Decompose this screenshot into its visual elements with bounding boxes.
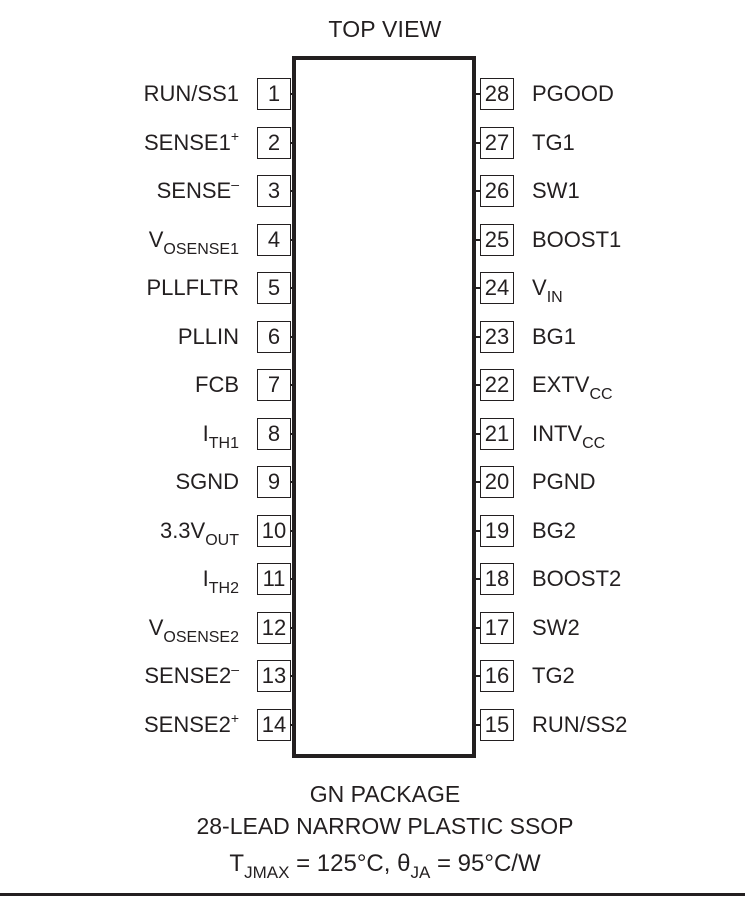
pin-number: 15 [480,709,514,741]
pin-label-text: BOOST1 [532,227,622,252]
pin-label-text: I [202,421,209,446]
pin-label-subscript: OUT [205,532,239,549]
pin-label [203,421,239,450]
tj-symbol: T [229,850,245,877]
pin-lead [475,142,481,144]
package-name: GN PACKAGE [309,781,461,807]
pin-label [178,324,239,350]
pin-label-subscript: OSENSE2 [163,629,239,646]
pin-label-text: PLLFLTR [146,275,239,300]
pin-number: 27 [480,127,514,159]
pin-label-text: FCB [195,372,239,397]
theta-symbol: θ [397,850,411,877]
pin-lead [291,530,293,532]
pin-number: 2 [257,127,291,159]
pin-label-text: RUN/SS2 [532,712,628,737]
pin-label-superscript: + [230,710,239,726]
tj-value: = 125°C, [289,850,398,877]
pin-number: 17 [480,612,514,644]
pin-label [175,469,239,495]
pin-label [532,518,576,544]
pin-label [157,178,239,206]
pin-label [532,130,575,156]
ic-package-body [292,56,476,758]
pin-number: 1 [257,78,291,110]
pin-label [532,372,613,401]
pin-label [532,469,596,495]
pin-number: 22 [480,369,514,401]
pin-label-text: SENSE1 [143,130,231,155]
pin-lead [475,190,481,192]
pin-number: 11 [257,563,291,595]
package-description: 28-LEAD NARROW PLASTIC SSOP [196,813,574,839]
pin-label-text: 3.3V [159,518,206,543]
pin-label-text: BOOST2 [532,566,622,591]
pin-lead [475,239,481,241]
pin-number: 5 [257,272,291,304]
pin-lead [291,287,293,289]
pin-label-text: I [202,566,209,591]
pin-lead [291,433,293,435]
pin-number: 3 [257,175,291,207]
pin-label [532,324,576,350]
pin-label-text: SENSE [156,178,232,203]
pin-label [144,663,239,691]
pin-lead [475,384,481,386]
pin-lead [291,578,293,580]
pin-number: 18 [480,563,514,595]
view-title: TOP VIEW [328,16,442,42]
tj-subscript: JMAX [244,863,290,882]
pin-label-text: V [148,227,164,252]
pin-number: 25 [480,224,514,256]
pin-label [532,178,580,204]
pin-label [532,566,621,592]
pin-number: 4 [257,224,291,256]
pin-label-text: SGND [175,469,239,494]
pin-number: 19 [480,515,514,547]
pin-label [195,372,239,398]
pin-number: 26 [480,175,514,207]
theta-value: = 95°C/W [430,850,541,877]
pin-label [144,712,239,740]
bottom-divider [0,893,745,896]
pin-label-superscript: – [231,661,239,677]
pin-number: 13 [257,660,291,692]
pin-label [149,227,239,256]
pin-lead [475,578,481,580]
pin-label [160,518,239,547]
pin-label-text: RUN/SS1 [143,81,239,106]
pin-number: 21 [480,418,514,450]
pin-label-text: SENSE2 [144,663,232,688]
pin-label-text: SW2 [532,615,580,640]
pin-lead [291,336,293,338]
pin-label-text: INTV [532,421,583,446]
pin-label-text: BG2 [532,518,577,543]
pin-lead [291,93,293,95]
pin-lead [291,675,293,677]
pin-number: 16 [480,660,514,692]
pin-label [532,227,621,253]
pin-label [532,81,614,107]
pin-lead [291,142,293,144]
pin-label [532,421,605,450]
pin-lead [475,675,481,677]
theta-subscript: JA [410,863,431,882]
pin-lead [475,627,481,629]
pin-label-text: V [532,275,547,300]
pin-lead [291,627,293,629]
pin-label-text: TG1 [532,130,575,155]
pin-label-text: BG1 [532,324,577,349]
pin-label-subscript: TH1 [208,435,239,452]
pin-label-superscript: + [230,128,239,144]
pin-number: 12 [257,612,291,644]
pin-label [144,130,239,158]
pin-label-text: SW1 [532,178,580,203]
pin-lead [291,481,293,483]
pin-lead [291,724,293,726]
pin-label-text: PGOOD [532,81,614,106]
pin-label [532,663,575,689]
pin-lead [475,530,481,532]
pin-number: 6 [257,321,291,353]
pin-number: 8 [257,418,291,450]
pin-label-text: TG2 [532,663,575,688]
pin-label-text: EXTV [532,372,590,397]
pin-number: 7 [257,369,291,401]
pin-label [146,275,239,301]
pin-number: 28 [480,78,514,110]
thermal-spec [0,850,745,882]
pin-label-text: PLLIN [177,324,239,349]
pin-label-subscript: OSENSE1 [163,241,239,258]
pin-number: 20 [480,466,514,498]
pin-lead [475,481,481,483]
pin-lead [475,93,481,95]
pin-lead [475,724,481,726]
pin-label-text: PGND [532,469,596,494]
pin-lead [291,384,293,386]
pin-lead [475,336,481,338]
pin-lead [475,433,481,435]
pin-label [532,275,563,304]
pin-label-subscript: CC [582,435,606,452]
pin-label-superscript: – [231,176,239,192]
pin-label [149,615,239,644]
pin-label-subscript: CC [589,386,613,403]
pin-number: 10 [257,515,291,547]
pin-label [532,712,627,738]
pin-number: 14 [257,709,291,741]
pin-lead [291,239,293,241]
pin-lead [475,287,481,289]
pin-label [203,566,239,595]
pin-label-text: V [148,615,164,640]
pin-label-text: SENSE2 [143,712,231,737]
pin-lead [291,190,293,192]
pin-number: 24 [480,272,514,304]
pin-number: 9 [257,466,291,498]
pin-label-subscript: IN [546,289,563,306]
pin-label [144,81,239,107]
pin-number: 23 [480,321,514,353]
pin-label [532,615,580,641]
pin-label-subscript: TH2 [208,580,239,597]
